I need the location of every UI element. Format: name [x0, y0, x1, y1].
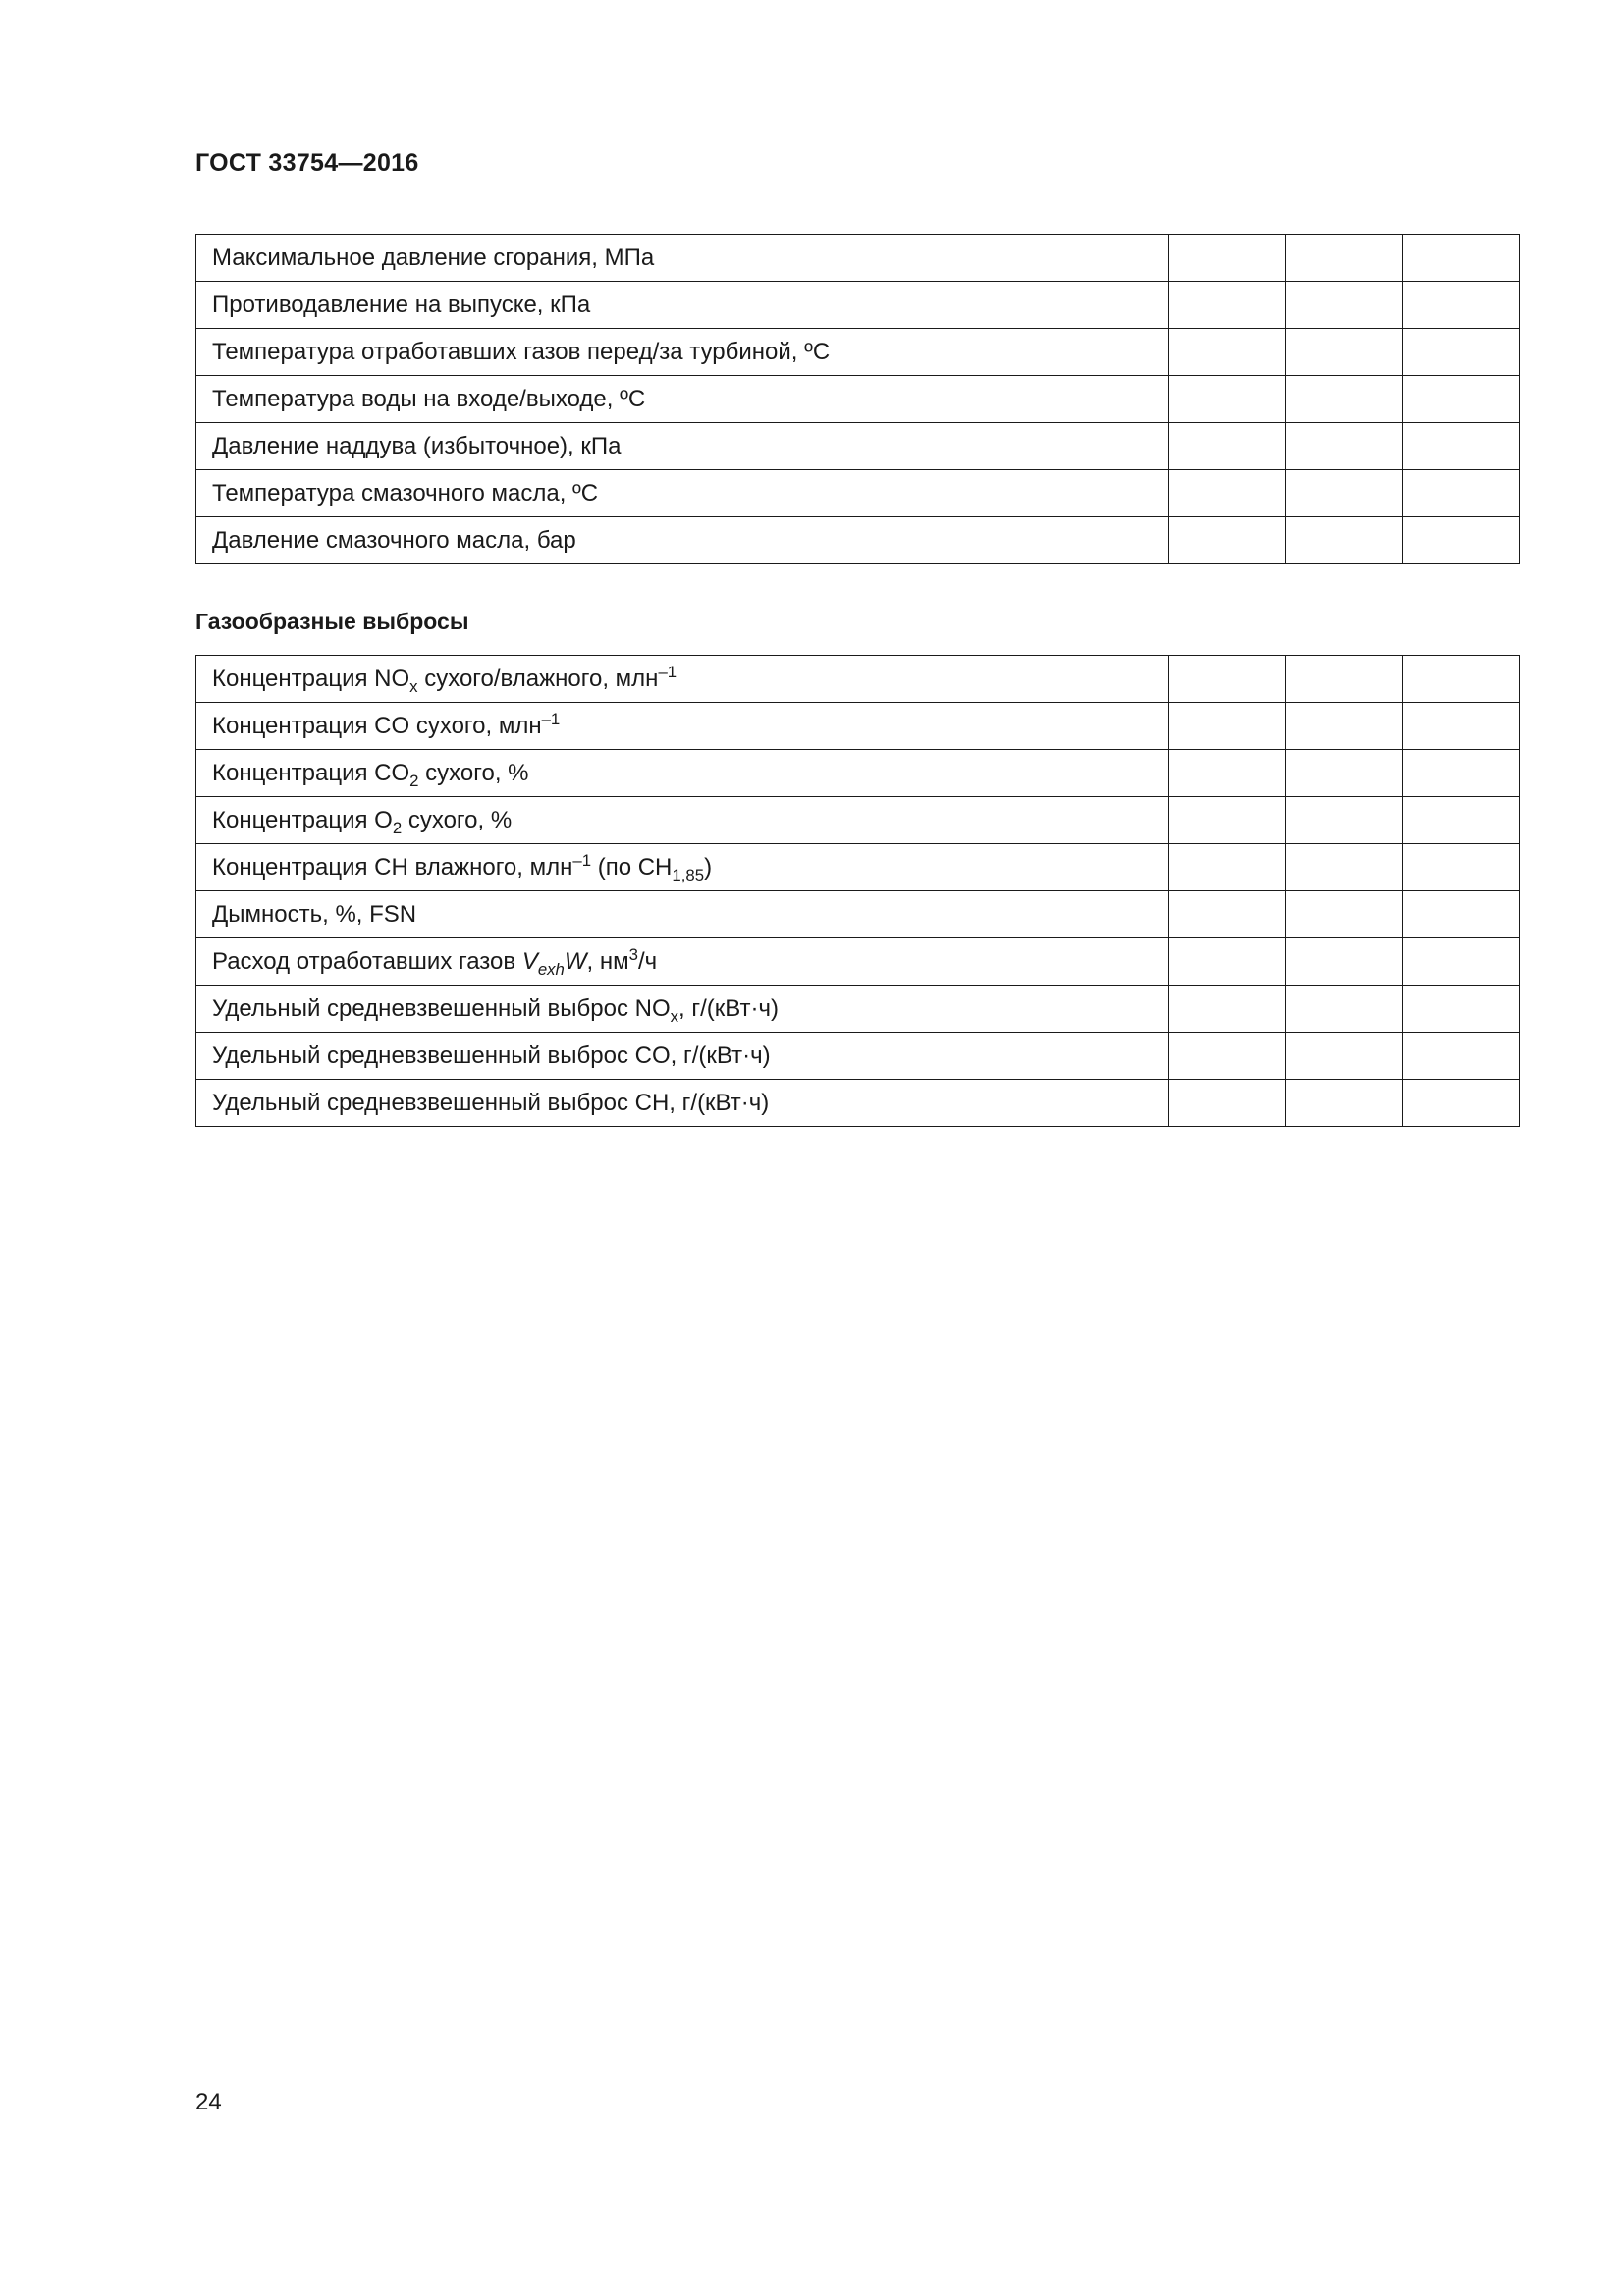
row-label: Удельный средневзвешенный выброс CH, г/(кВт·ч)	[196, 1080, 1169, 1127]
value-cell	[1403, 282, 1520, 329]
row-label: Температура воды на входе/выходе, ºС	[196, 376, 1169, 423]
value-cell	[1403, 938, 1520, 986]
table-row	[196, 986, 1520, 1033]
row-label: Удельный средневзвешенный выброс $NO_x$, г/(кВт·ч)	[196, 986, 1169, 1033]
gaseous-emissions-table	[195, 655, 1520, 1127]
table-row	[196, 891, 1520, 938]
value-cell	[1286, 470, 1403, 517]
row-label: Противодавление на выпуске, кПа	[196, 282, 1169, 329]
row-label: Температура смазочного масла, ºС	[196, 470, 1169, 517]
row-label: Максимальное давление сгорания, МПа	[196, 235, 1169, 282]
value-cell	[1169, 329, 1286, 376]
table-row	[196, 423, 1520, 470]
value-cell	[1286, 329, 1403, 376]
value-cell	[1403, 656, 1520, 703]
value-cell	[1286, 797, 1403, 844]
table-row	[196, 235, 1520, 282]
value-cell	[1403, 844, 1520, 891]
value-cell	[1169, 703, 1286, 750]
row-label: Концентрация CO сухого, млн$^{-1}$	[196, 703, 1169, 750]
value-cell	[1169, 891, 1286, 938]
value-cell	[1403, 750, 1520, 797]
value-cell	[1403, 235, 1520, 282]
table-row	[196, 656, 1520, 703]
value-cell	[1169, 986, 1286, 1033]
value-cell	[1169, 656, 1286, 703]
table-row	[196, 517, 1520, 564]
value-cell	[1403, 329, 1520, 376]
row-label: Концентрация $CO_2$ сухого, %	[196, 750, 1169, 797]
engine-parameters-table	[195, 234, 1520, 564]
table-row	[196, 329, 1520, 376]
value-cell	[1169, 423, 1286, 470]
table-row	[196, 750, 1520, 797]
value-cell	[1403, 703, 1520, 750]
value-cell	[1286, 423, 1403, 470]
table-row	[196, 797, 1520, 844]
value-cell	[1286, 656, 1403, 703]
value-cell	[1403, 891, 1520, 938]
value-cell	[1286, 1080, 1403, 1127]
value-cell	[1169, 1033, 1286, 1080]
section-title-gaseous-emissions: Газообразные выбросы	[195, 609, 469, 634]
row-label: Концентрация CH влажного, млн$^{-1}$ (по $CH_{1,85}$)	[196, 844, 1169, 891]
value-cell	[1286, 1033, 1403, 1080]
table-row	[196, 376, 1520, 423]
value-cell	[1286, 986, 1403, 1033]
value-cell	[1286, 891, 1403, 938]
value-cell	[1169, 376, 1286, 423]
row-label: Дымность, %, FSN	[196, 891, 1169, 938]
value-cell	[1169, 844, 1286, 891]
table-row	[196, 470, 1520, 517]
row-label: Удельный средневзвешенный выброс CO, г/(кВт·ч)	[196, 1033, 1169, 1080]
table-row	[196, 844, 1520, 891]
value-cell	[1403, 986, 1520, 1033]
table-row	[196, 1033, 1520, 1080]
value-cell	[1286, 517, 1403, 564]
value-cell	[1403, 1080, 1520, 1127]
value-cell	[1169, 470, 1286, 517]
table-row	[196, 703, 1520, 750]
row-label: Концентрация $NO_x$ сухого/влажного, млн$^{-1}$	[196, 656, 1169, 703]
value-cell	[1169, 1080, 1286, 1127]
row-label: Расход отработавших газов $V_{exh}W$, $нм^3/ч$	[196, 938, 1169, 986]
table-row	[196, 938, 1520, 986]
value-cell	[1169, 517, 1286, 564]
page-number: 24	[195, 2089, 222, 2115]
value-cell	[1286, 938, 1403, 986]
value-cell	[1169, 938, 1286, 986]
row-label: Давление смазочного масла, бар	[196, 517, 1169, 564]
value-cell	[1169, 235, 1286, 282]
value-cell	[1169, 282, 1286, 329]
value-cell	[1403, 1033, 1520, 1080]
row-label: Давление наддува (избыточное), кПа	[196, 423, 1169, 470]
value-cell	[1286, 750, 1403, 797]
value-cell	[1403, 470, 1520, 517]
value-cell	[1286, 235, 1403, 282]
value-cell	[1286, 376, 1403, 423]
value-cell	[1286, 844, 1403, 891]
row-label: Концентрация $O_2$ сухого, %	[196, 797, 1169, 844]
document-code: ГОСТ 33754—2016	[195, 149, 419, 177]
table-row	[196, 282, 1520, 329]
row-label: Температура отработавших газов перед/за турбиной, ºС	[196, 329, 1169, 376]
value-cell	[1403, 797, 1520, 844]
value-cell	[1169, 797, 1286, 844]
value-cell	[1403, 517, 1520, 564]
value-cell	[1286, 703, 1403, 750]
value-cell	[1403, 376, 1520, 423]
value-cell	[1169, 750, 1286, 797]
table-row	[196, 1080, 1520, 1127]
value-cell	[1403, 423, 1520, 470]
value-cell	[1286, 282, 1403, 329]
